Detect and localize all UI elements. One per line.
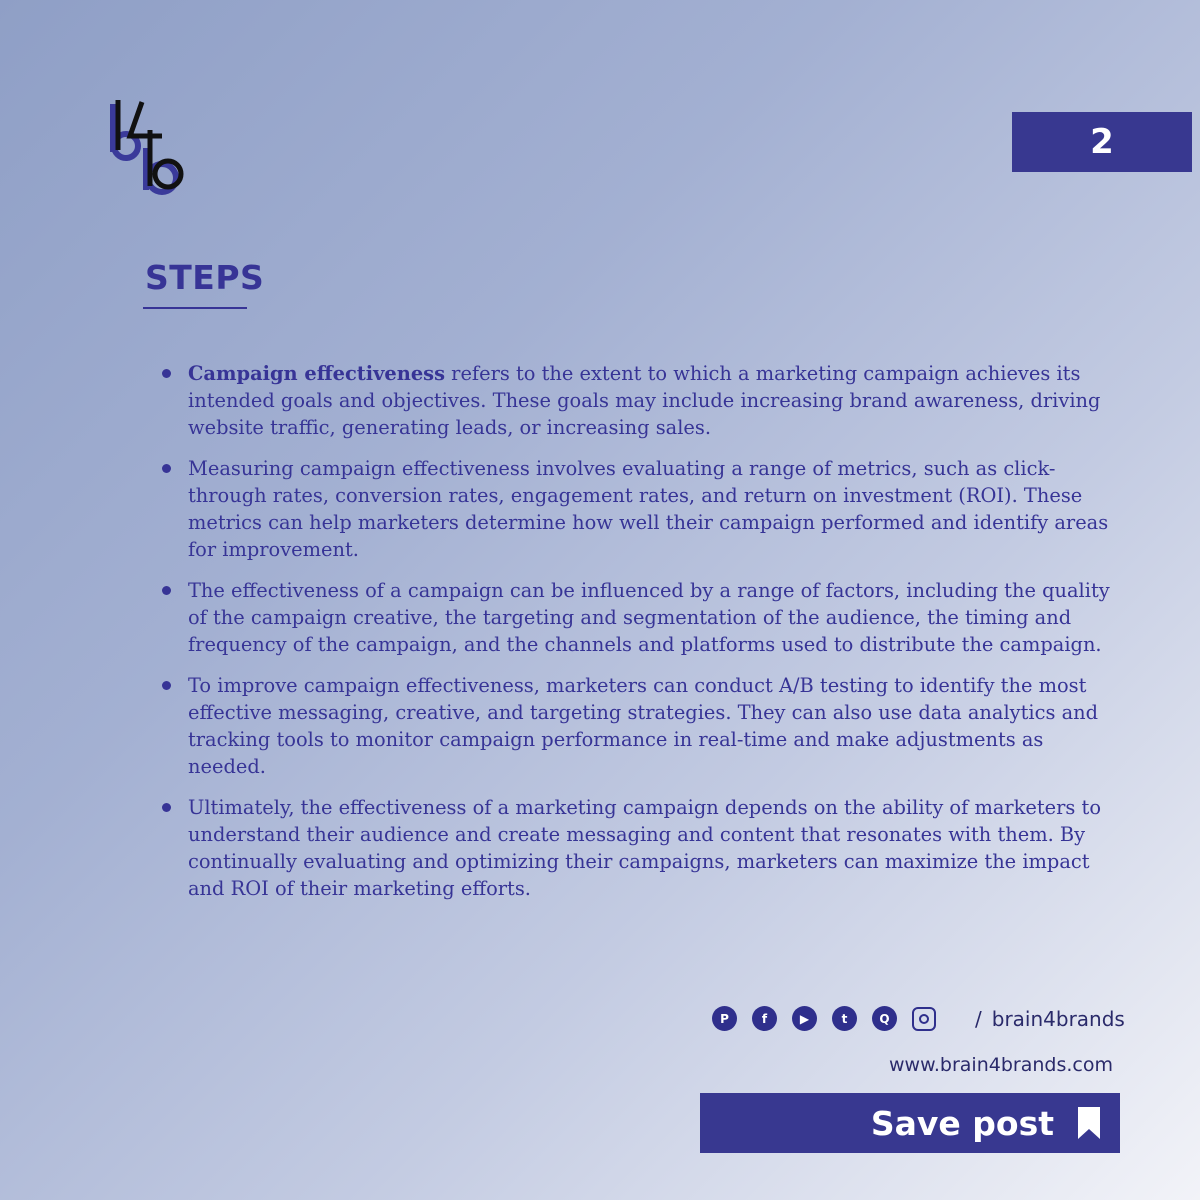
bullet-dot-icon xyxy=(162,681,171,690)
brain4brands-logo-icon xyxy=(104,94,196,198)
bullet-text: Measuring campaign effectiveness involves evaluating a range of metrics, such as click-through rates, conversion rates, engagement rates, and return on investment (ROI). These metrics can help marketers determine how well their campaign performed and identify areas for improvement. xyxy=(188,457,1109,561)
save-post-label: Save post xyxy=(870,1103,1054,1143)
pinterest-icon[interactable]: P xyxy=(712,1006,737,1031)
save-post-button[interactable] xyxy=(700,1093,1120,1153)
bullet-bold-term: Campaign effectiveness xyxy=(188,362,446,385)
bullet-dot-icon xyxy=(162,464,171,473)
bullet-text: To improve campaign effectiveness, marketers can conduct A/B testing to identify the most effective messaging, creative, and targeting strategies. They can also use data analytics and tracking tools to monitor campaign performance in real-time and make adjustments as needed. xyxy=(188,674,1099,778)
youtube-icon[interactable]: ▶ xyxy=(792,1006,817,1031)
bullet-text: Ultimately, the effectiveness of a marketing campaign depends on the ability of marketers to understand their audience and create messaging and content that resonates with them. By continually evaluating and optimizing their campaigns, marketers can maximize the impact and ROI of their marketing efforts. xyxy=(188,796,1102,900)
bookmark-icon xyxy=(1076,1105,1102,1141)
heading-underline xyxy=(143,307,247,309)
bullet-dot-icon xyxy=(162,369,171,378)
bullet-list xyxy=(160,360,1120,916)
page-number-badge xyxy=(1012,112,1192,172)
page-number: 2 xyxy=(1090,122,1114,162)
section-heading: STEPS xyxy=(145,258,265,297)
twitter-icon[interactable]: t xyxy=(832,1006,857,1031)
bullet-item xyxy=(160,794,1120,902)
bullet-item xyxy=(160,360,1120,441)
quora-icon[interactable]: Q xyxy=(872,1006,897,1031)
bullet-dot-icon xyxy=(162,586,171,595)
social-separator: / xyxy=(975,1006,982,1031)
bullet-text: The effectiveness of a campaign can be influenced by a range of factors, including the quality of the campaign creative, the targeting and segmentation of the audience, the timing and frequency of the campaign, and the channels and platforms used to distribute the campaign. xyxy=(188,579,1110,656)
bullet-dot-icon xyxy=(162,803,171,812)
facebook-icon[interactable]: f xyxy=(752,1006,777,1031)
social-links xyxy=(712,1006,1125,1031)
bullet-text: refers to the extent to which a marketing campaign achieves its intended goals and objectives. These goals may include increasing brand awareness, driving website traffic, generating leads, or increasing sales. xyxy=(188,362,1101,439)
social-handle[interactable]: brain4brands xyxy=(991,1006,1125,1031)
bullet-item xyxy=(160,577,1120,658)
bullet-item xyxy=(160,672,1120,780)
instagram-icon[interactable] xyxy=(912,1007,936,1031)
bullet-item xyxy=(160,455,1120,563)
website-link[interactable]: www.brain4brands.com xyxy=(889,1054,1113,1076)
